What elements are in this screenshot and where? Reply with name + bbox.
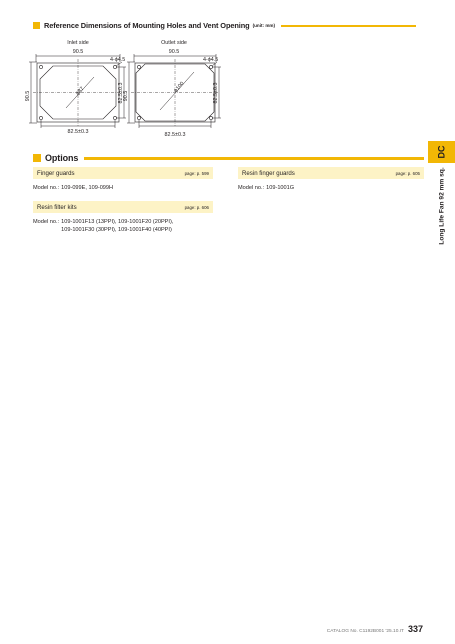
outlet-vertical-pitch: 82.5±0.3 — [213, 82, 219, 104]
catalog-number: CATALOG No. C1192B001 '25.10.IT — [326, 629, 404, 634]
heading-square-icon — [33, 154, 41, 162]
model-number-line: 109-099E, 109-099H — [61, 185, 114, 191]
mounting-section-title: Reference Dimensions of Mounting Holes and Vent Opening — [44, 21, 250, 30]
outlet-width-dim: 90.5 — [168, 49, 180, 55]
vertical-product-title: Long Life Fan 92 mm sq. — [438, 167, 446, 245]
inlet-hole-label: 4-ϕ4.5 — [110, 57, 126, 63]
inlet-height-dim: 90.5 — [25, 90, 31, 102]
option-name: Resin finger guards — [242, 169, 295, 177]
option-header-bar — [238, 167, 424, 179]
option-resin-filter-kits — [33, 201, 213, 235]
option-finger-guards — [33, 167, 213, 192]
inlet-side-label: Inlet side — [67, 40, 89, 46]
option-page-ref[interactable]: page: p. 599 — [184, 170, 209, 176]
mounting-dimension-drawing — [0, 0, 455, 150]
inlet-mount-hole — [39, 65, 42, 68]
inlet-mount-hole — [39, 116, 42, 119]
option-header-bar — [33, 201, 213, 213]
page-footer — [327, 624, 423, 634]
model-numbers — [61, 184, 113, 192]
outlet-drawing — [123, 40, 221, 138]
option-model — [33, 184, 213, 192]
model-label: Model no.: — [33, 185, 60, 191]
option-name: Finger guards — [37, 169, 75, 177]
model-label: Model no.: — [238, 185, 265, 191]
option-name: Resin filter kits — [37, 203, 77, 211]
heading-rule — [84, 157, 424, 160]
dc-tab-label: DC — [436, 145, 447, 159]
model-number-line: 109-1001F13 (13PPI), 109-1001F20 (20PPI), — [61, 219, 174, 225]
dc-section-tab — [428, 141, 455, 163]
option-resin-finger-guards — [238, 167, 424, 192]
option-header-bar — [33, 167, 213, 179]
page-number: 337 — [407, 624, 423, 634]
outlet-side-label: Outlet side — [161, 40, 187, 46]
inlet-vertical-pitch: 82.5±0.3 — [118, 82, 124, 104]
outlet-horizontal-pitch: 82.5±0.3 — [164, 132, 186, 138]
options-section-title: Options — [45, 153, 79, 163]
option-page-ref[interactable]: page: p. 605 — [395, 170, 420, 176]
outlet-mount-hole — [137, 116, 140, 119]
model-number-line: 109-1001F30 (30PPI), 109-1001F40 (40PPI) — [61, 227, 172, 234]
inlet-width-dim: 90.5 — [72, 49, 84, 55]
option-model — [33, 218, 213, 235]
option-page-ref[interactable]: page: p. 606 — [184, 204, 209, 210]
outlet-mount-hole — [137, 65, 140, 68]
option-model — [238, 184, 424, 192]
model-label: Model no.: — [33, 219, 60, 225]
options-section-heading — [33, 153, 424, 163]
inlet-circle-dim: ϕ87 — [75, 85, 86, 97]
mounting-unit-label: (unit: mm) — [252, 23, 276, 28]
model-number-line: 109-1001G — [266, 185, 295, 191]
outlet-height-dim: 90.5 — [123, 90, 129, 102]
inlet-drawing — [25, 40, 126, 135]
inlet-horizontal-pitch: 82.5±0.3 — [67, 129, 89, 135]
model-numbers — [266, 184, 294, 192]
model-numbers — [61, 218, 173, 235]
outlet-circle-dim: ϕ100 — [173, 80, 186, 94]
outlet-hole-label: 4-ϕ4.5 — [203, 57, 219, 63]
